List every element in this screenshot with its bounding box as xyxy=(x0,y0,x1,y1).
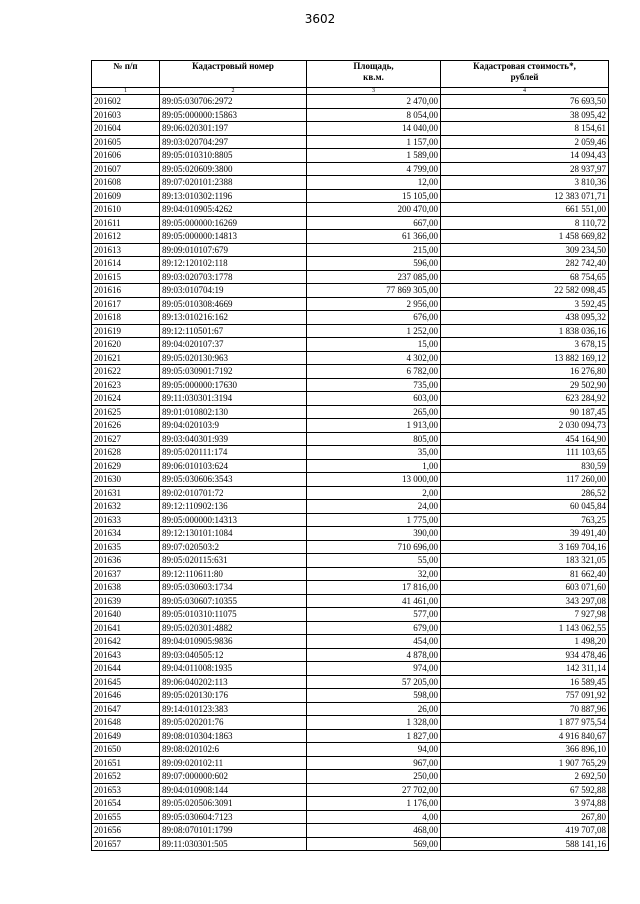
cadastral-value-cell: 3 974,88 xyxy=(441,797,609,811)
cadastral-value-cell: 763,25 xyxy=(441,513,609,527)
cadastral-number-cell: 89:13:010216:162 xyxy=(160,311,307,325)
table-row xyxy=(92,176,609,190)
table-row xyxy=(92,729,609,743)
area-cell: 265,00 xyxy=(307,405,441,419)
cadastral-number-cell: 89:12:110501:67 xyxy=(160,324,307,338)
cadastral-number-cell: 89:04:010905:9836 xyxy=(160,635,307,649)
area-cell: 2 956,00 xyxy=(307,297,441,311)
table-row xyxy=(92,662,609,676)
cadastral-number-cell: 89:04:010908:144 xyxy=(160,783,307,797)
column-number: 2 xyxy=(160,88,307,95)
cadastral-value-cell: 454 164,90 xyxy=(441,432,609,446)
row-index-cell: 201602 xyxy=(92,95,160,109)
cadastral-number-cell: 89:09:010107:679 xyxy=(160,243,307,257)
row-index-cell: 201648 xyxy=(92,716,160,730)
table-row xyxy=(92,675,609,689)
cadastral-value-cell: 29 502,90 xyxy=(441,378,609,392)
cadastral-number-cell: 89:03:020704:297 xyxy=(160,135,307,149)
cadastral-number-cell: 89:12:130101:1084 xyxy=(160,527,307,541)
row-index-cell: 201650 xyxy=(92,743,160,757)
table-row xyxy=(92,149,609,163)
cadastral-number-cell: 89:12:110902:136 xyxy=(160,500,307,514)
area-cell: 24,00 xyxy=(307,500,441,514)
table-row xyxy=(92,365,609,379)
row-index-cell: 201628 xyxy=(92,446,160,460)
row-index-cell: 201646 xyxy=(92,689,160,703)
cadastral-number-cell: 89:05:010310:8805 xyxy=(160,149,307,163)
cadastral-value-cell: 3 592,45 xyxy=(441,297,609,311)
row-index-cell: 201634 xyxy=(92,527,160,541)
row-index-cell: 201604 xyxy=(92,122,160,136)
column-number: 1 xyxy=(92,88,160,95)
cadastral-number-cell: 89:05:030706:2972 xyxy=(160,95,307,109)
cadastral-number-cell: 89:07:000000:602 xyxy=(160,770,307,784)
table-row xyxy=(92,554,609,568)
table-body xyxy=(92,95,609,851)
table-row xyxy=(92,783,609,797)
header-cadastral-number-label: Кадастровый номер xyxy=(192,61,274,71)
cadastral-value-cell: 28 937,97 xyxy=(441,162,609,176)
area-cell: 1 328,00 xyxy=(307,716,441,730)
area-cell: 1,00 xyxy=(307,459,441,473)
cadastral-number-cell: 89:05:020130:176 xyxy=(160,689,307,703)
header-cadastral-value xyxy=(441,61,609,88)
row-index-cell: 201657 xyxy=(92,837,160,851)
row-index-cell: 201618 xyxy=(92,311,160,325)
cadastral-number-cell: 89:07:020101:2388 xyxy=(160,176,307,190)
cadastral-value-cell: 13 882 169,12 xyxy=(441,351,609,365)
area-cell: 1 176,00 xyxy=(307,797,441,811)
cadastral-number-cell: 89:05:020609:3800 xyxy=(160,162,307,176)
cadastral-value-cell: 8 110,72 xyxy=(441,216,609,230)
cadastral-value-cell: 68 754,65 xyxy=(441,270,609,284)
cadastral-value-cell: 588 141,16 xyxy=(441,837,609,851)
cadastral-value-cell: 438 095,32 xyxy=(441,311,609,325)
cadastral-value-cell: 309 234,50 xyxy=(441,243,609,257)
header-index-label: № п/п xyxy=(113,61,138,71)
table-row xyxy=(92,432,609,446)
area-cell: 13 000,00 xyxy=(307,473,441,487)
table-row xyxy=(92,243,609,257)
table-row xyxy=(92,824,609,838)
table-row xyxy=(92,108,609,122)
row-index-cell: 201608 xyxy=(92,176,160,190)
cadastral-number-cell: 89:05:000000:15863 xyxy=(160,108,307,122)
area-cell: 468,00 xyxy=(307,824,441,838)
area-cell: 1 827,00 xyxy=(307,729,441,743)
cadastral-number-cell: 89:06:020301:197 xyxy=(160,122,307,136)
cadastral-number-cell: 89:13:010302:1196 xyxy=(160,189,307,203)
table-row xyxy=(92,527,609,541)
table-row xyxy=(92,756,609,770)
cadastral-number-cell: 89:05:020111:174 xyxy=(160,446,307,460)
cadastral-value-cell: 142 311,14 xyxy=(441,662,609,676)
row-index-cell: 201647 xyxy=(92,702,160,716)
cadastral-value-cell: 1 498,20 xyxy=(441,635,609,649)
row-index-cell: 201605 xyxy=(92,135,160,149)
table-row xyxy=(92,405,609,419)
table-row xyxy=(92,446,609,460)
cadastral-number-cell: 89:05:020201:76 xyxy=(160,716,307,730)
row-index-cell: 201607 xyxy=(92,162,160,176)
table-row xyxy=(92,837,609,851)
row-index-cell: 201622 xyxy=(92,365,160,379)
row-index-cell: 201620 xyxy=(92,338,160,352)
table-row xyxy=(92,135,609,149)
area-cell: 1 589,00 xyxy=(307,149,441,163)
table-row xyxy=(92,189,609,203)
area-cell: 603,00 xyxy=(307,392,441,406)
cadastral-value-cell: 1 458 669,82 xyxy=(441,230,609,244)
row-index-cell: 201625 xyxy=(92,405,160,419)
cadastral-number-cell: 89:08:010304:1863 xyxy=(160,729,307,743)
table-row xyxy=(92,540,609,554)
cadastral-value-cell: 286,52 xyxy=(441,486,609,500)
cadastral-number-cell: 89:08:070101:1799 xyxy=(160,824,307,838)
cadastral-number-cell: 89:05:000000:16269 xyxy=(160,216,307,230)
table-row xyxy=(92,648,609,662)
cadastral-value-cell: 8 154,61 xyxy=(441,122,609,136)
row-index-cell: 201641 xyxy=(92,621,160,635)
cadastral-value-cell: 3 678,15 xyxy=(441,338,609,352)
cadastral-number-cell: 89:09:020102:11 xyxy=(160,756,307,770)
cadastral-value-cell: 117 260,00 xyxy=(441,473,609,487)
table-row xyxy=(92,257,609,271)
table-row xyxy=(92,122,609,136)
cadastral-value-cell: 419 707,08 xyxy=(441,824,609,838)
table-row xyxy=(92,378,609,392)
area-cell: 805,00 xyxy=(307,432,441,446)
row-index-cell: 201630 xyxy=(92,473,160,487)
row-index-cell: 201611 xyxy=(92,216,160,230)
row-index-cell: 201635 xyxy=(92,540,160,554)
cadastral-value-cell: 16 589,45 xyxy=(441,675,609,689)
cadastral-value-cell: 67 592,88 xyxy=(441,783,609,797)
row-index-cell: 201638 xyxy=(92,581,160,595)
area-cell: 55,00 xyxy=(307,554,441,568)
row-index-cell: 201656 xyxy=(92,824,160,838)
cadastral-number-cell: 89:05:010310:11075 xyxy=(160,608,307,622)
cadastral-number-cell: 89:05:020506:3091 xyxy=(160,797,307,811)
cadastral-value-cell: 7 927,98 xyxy=(441,608,609,622)
area-cell: 735,00 xyxy=(307,378,441,392)
row-index-cell: 201653 xyxy=(92,783,160,797)
header-cadastral-number xyxy=(160,61,307,88)
row-index-cell: 201655 xyxy=(92,810,160,824)
cadastral-value-cell: 366 896,10 xyxy=(441,743,609,757)
cadastral-number-cell: 89:04:011008:1935 xyxy=(160,662,307,676)
cadastral-value-cell: 1 143 062,55 xyxy=(441,621,609,635)
area-cell: 27 702,00 xyxy=(307,783,441,797)
area-cell: 4,00 xyxy=(307,810,441,824)
row-index-cell: 201603 xyxy=(92,108,160,122)
cadastral-value-cell: 603 071,60 xyxy=(441,581,609,595)
area-cell: 974,00 xyxy=(307,662,441,676)
cadastral-value-cell: 267,80 xyxy=(441,810,609,824)
table-row xyxy=(92,635,609,649)
row-index-cell: 201606 xyxy=(92,149,160,163)
cadastral-value-cell: 39 491,40 xyxy=(441,527,609,541)
row-index-cell: 201636 xyxy=(92,554,160,568)
area-cell: 41 461,00 xyxy=(307,594,441,608)
cadastral-number-cell: 89:05:030901:7192 xyxy=(160,365,307,379)
cadastral-value-cell: 183 321,05 xyxy=(441,554,609,568)
table-row xyxy=(92,581,609,595)
table-row xyxy=(92,216,609,230)
area-cell: 967,00 xyxy=(307,756,441,770)
cadastral-value-cell: 70 887,96 xyxy=(441,702,609,716)
table-row xyxy=(92,459,609,473)
row-index-cell: 201623 xyxy=(92,378,160,392)
area-cell: 1 775,00 xyxy=(307,513,441,527)
cadastral-value-cell: 1 907 765,29 xyxy=(441,756,609,770)
header-area-label: Площадь, кв.м. xyxy=(353,61,394,82)
area-cell: 2,00 xyxy=(307,486,441,500)
table-row xyxy=(92,203,609,217)
table-row xyxy=(92,351,609,365)
area-cell: 94,00 xyxy=(307,743,441,757)
cadastral-value-cell: 1 877 975,54 xyxy=(441,716,609,730)
row-index-cell: 201640 xyxy=(92,608,160,622)
row-index-cell: 201631 xyxy=(92,486,160,500)
table-row xyxy=(92,608,609,622)
area-cell: 32,00 xyxy=(307,567,441,581)
cadastral-value-cell: 757 091,92 xyxy=(441,689,609,703)
area-cell: 679,00 xyxy=(307,621,441,635)
table-header xyxy=(92,61,609,95)
area-cell: 215,00 xyxy=(307,243,441,257)
cadastral-number-cell: 89:08:020102:6 xyxy=(160,743,307,757)
cadastral-number-cell: 89:05:020301:4882 xyxy=(160,621,307,635)
area-cell: 1 157,00 xyxy=(307,135,441,149)
row-index-cell: 201633 xyxy=(92,513,160,527)
row-index-cell: 201617 xyxy=(92,297,160,311)
row-index-cell: 201609 xyxy=(92,189,160,203)
cadastral-number-cell: 89:05:030603:1734 xyxy=(160,581,307,595)
row-index-cell: 201645 xyxy=(92,675,160,689)
area-cell: 676,00 xyxy=(307,311,441,325)
cadastral-value-cell: 1 838 036,16 xyxy=(441,324,609,338)
area-cell: 4 302,00 xyxy=(307,351,441,365)
area-cell: 250,00 xyxy=(307,770,441,784)
cadastral-value-cell: 661 551,00 xyxy=(441,203,609,217)
table-row xyxy=(92,594,609,608)
row-index-cell: 201610 xyxy=(92,203,160,217)
area-cell: 667,00 xyxy=(307,216,441,230)
cadastral-number-cell: 89:11:030301:3194 xyxy=(160,392,307,406)
table-row xyxy=(92,702,609,716)
cadastral-value-cell: 623 284,92 xyxy=(441,392,609,406)
cadastral-number-cell: 89:12:110611:80 xyxy=(160,567,307,581)
cadastral-number-cell: 89:01:010802:130 xyxy=(160,405,307,419)
cadastral-number-cell: 89:05:030604:7123 xyxy=(160,810,307,824)
cadastral-number-cell: 89:03:010704:19 xyxy=(160,284,307,298)
cadastral-number-cell: 89:14:010123:383 xyxy=(160,702,307,716)
table-row xyxy=(92,473,609,487)
area-cell: 17 816,00 xyxy=(307,581,441,595)
cadastral-value-cell: 81 662,40 xyxy=(441,567,609,581)
area-cell: 77 869 305,00 xyxy=(307,284,441,298)
table-row xyxy=(92,716,609,730)
cadastral-number-cell: 89:05:010308:4669 xyxy=(160,297,307,311)
row-index-cell: 201614 xyxy=(92,257,160,271)
table-row xyxy=(92,270,609,284)
cadastral-value-cell: 282 742,40 xyxy=(441,257,609,271)
row-index-cell: 201649 xyxy=(92,729,160,743)
area-cell: 710 696,00 xyxy=(307,540,441,554)
cadastral-value-cell: 2 059,46 xyxy=(441,135,609,149)
cadastral-value-cell: 16 276,80 xyxy=(441,365,609,379)
row-index-cell: 201615 xyxy=(92,270,160,284)
row-index-cell: 201616 xyxy=(92,284,160,298)
cadastral-value-cell: 934 478,46 xyxy=(441,648,609,662)
row-index-cell: 201626 xyxy=(92,419,160,433)
table-row xyxy=(92,500,609,514)
table-row xyxy=(92,513,609,527)
table-row xyxy=(92,419,609,433)
table-row xyxy=(92,324,609,338)
table-row xyxy=(92,486,609,500)
page-number: 3602 xyxy=(304,12,336,26)
area-cell: 577,00 xyxy=(307,608,441,622)
column-number-row xyxy=(92,88,609,95)
area-cell: 4 878,00 xyxy=(307,648,441,662)
cadastral-number-cell: 89:05:030606:3543 xyxy=(160,473,307,487)
cadastral-number-cell: 89:04:020107:37 xyxy=(160,338,307,352)
cadastral-value-cell: 2 692,50 xyxy=(441,770,609,784)
table-row xyxy=(92,743,609,757)
area-cell: 8 054,00 xyxy=(307,108,441,122)
table-row xyxy=(92,689,609,703)
area-cell: 237 085,00 xyxy=(307,270,441,284)
cadastral-value-cell: 3 169 704,16 xyxy=(441,540,609,554)
table-row xyxy=(92,95,609,109)
cadastral-value-cell: 90 187,45 xyxy=(441,405,609,419)
area-cell: 61 366,00 xyxy=(307,230,441,244)
row-index-cell: 201627 xyxy=(92,432,160,446)
cadastral-number-cell: 89:03:040301:939 xyxy=(160,432,307,446)
cadastral-number-cell: 89:06:010103:624 xyxy=(160,459,307,473)
table-row xyxy=(92,338,609,352)
cadastral-number-cell: 89:03:020703:1778 xyxy=(160,270,307,284)
area-cell: 1 252,00 xyxy=(307,324,441,338)
row-index-cell: 201651 xyxy=(92,756,160,770)
area-cell: 598,00 xyxy=(307,689,441,703)
cadastral-number-cell: 89:11:030301:505 xyxy=(160,837,307,851)
cadastral-number-cell: 89:05:000000:14813 xyxy=(160,230,307,244)
cadastral-value-cell: 3 810,36 xyxy=(441,176,609,190)
cadastral-number-cell: 89:05:000000:17630 xyxy=(160,378,307,392)
cadastral-value-cell: 111 103,65 xyxy=(441,446,609,460)
table-row xyxy=(92,810,609,824)
cadastral-value-cell: 12 383 071,71 xyxy=(441,189,609,203)
table-row xyxy=(92,230,609,244)
cadastral-number-cell: 89:05:030607:10355 xyxy=(160,594,307,608)
cadastral-number-cell: 89:04:020103:9 xyxy=(160,419,307,433)
cadastral-table xyxy=(91,60,609,851)
header-index xyxy=(92,61,160,88)
area-cell: 596,00 xyxy=(307,257,441,271)
row-index-cell: 201629 xyxy=(92,459,160,473)
cadastral-value-cell: 38 095,42 xyxy=(441,108,609,122)
row-index-cell: 201613 xyxy=(92,243,160,257)
area-cell: 57 205,00 xyxy=(307,675,441,689)
cadastral-value-cell: 2 030 094,73 xyxy=(441,419,609,433)
cadastral-value-cell: 14 094,43 xyxy=(441,149,609,163)
area-cell: 26,00 xyxy=(307,702,441,716)
table-row xyxy=(92,297,609,311)
area-cell: 15 105,00 xyxy=(307,189,441,203)
table-row xyxy=(92,621,609,635)
row-index-cell: 201642 xyxy=(92,635,160,649)
row-index-cell: 201612 xyxy=(92,230,160,244)
area-cell: 1 913,00 xyxy=(307,419,441,433)
table-row xyxy=(92,797,609,811)
header-cadastral-value-label: Кадастровая стоимость*, рублей xyxy=(473,61,576,82)
row-index-cell: 201644 xyxy=(92,662,160,676)
cadastral-number-cell: 89:03:040505:12 xyxy=(160,648,307,662)
row-index-cell: 201621 xyxy=(92,351,160,365)
cadastral-value-cell: 343 297,08 xyxy=(441,594,609,608)
table-row xyxy=(92,392,609,406)
cadastral-number-cell: 89:05:020130:963 xyxy=(160,351,307,365)
cadastral-value-cell: 22 582 098,45 xyxy=(441,284,609,298)
cadastral-value-cell: 60 045,84 xyxy=(441,500,609,514)
area-cell: 569,00 xyxy=(307,837,441,851)
row-index-cell: 201637 xyxy=(92,567,160,581)
cadastral-number-cell: 89:02:010701:72 xyxy=(160,486,307,500)
row-index-cell: 201654 xyxy=(92,797,160,811)
table-row xyxy=(92,770,609,784)
area-cell: 2 470,00 xyxy=(307,95,441,109)
area-cell: 4 799,00 xyxy=(307,162,441,176)
column-number: 4 xyxy=(441,88,609,95)
area-cell: 15,00 xyxy=(307,338,441,352)
row-index-cell: 201632 xyxy=(92,500,160,514)
header-area xyxy=(307,61,441,88)
area-cell: 14 040,00 xyxy=(307,122,441,136)
row-index-cell: 201652 xyxy=(92,770,160,784)
row-index-cell: 201624 xyxy=(92,392,160,406)
area-cell: 12,00 xyxy=(307,176,441,190)
area-cell: 454,00 xyxy=(307,635,441,649)
cadastral-number-cell: 89:12:120102:118 xyxy=(160,257,307,271)
cadastral-number-cell: 89:06:040202:113 xyxy=(160,675,307,689)
cadastral-number-cell: 89:05:000000:14313 xyxy=(160,513,307,527)
area-cell: 200 470,00 xyxy=(307,203,441,217)
area-cell: 35,00 xyxy=(307,446,441,460)
table-row xyxy=(92,284,609,298)
cadastral-value-cell: 4 916 840,67 xyxy=(441,729,609,743)
row-index-cell: 201639 xyxy=(92,594,160,608)
row-index-cell: 201619 xyxy=(92,324,160,338)
area-cell: 6 782,00 xyxy=(307,365,441,379)
cadastral-number-cell: 89:04:010905:4262 xyxy=(160,203,307,217)
cadastral-number-cell: 89:05:020115:631 xyxy=(160,554,307,568)
row-index-cell: 201643 xyxy=(92,648,160,662)
cadastral-value-cell: 830,59 xyxy=(441,459,609,473)
table-row xyxy=(92,567,609,581)
cadastral-value-cell: 76 693,50 xyxy=(441,95,609,109)
cadastral-number-cell: 89:07:020503:2 xyxy=(160,540,307,554)
column-number: 3 xyxy=(307,88,441,95)
table-row xyxy=(92,162,609,176)
table-row xyxy=(92,311,609,325)
area-cell: 390,00 xyxy=(307,527,441,541)
